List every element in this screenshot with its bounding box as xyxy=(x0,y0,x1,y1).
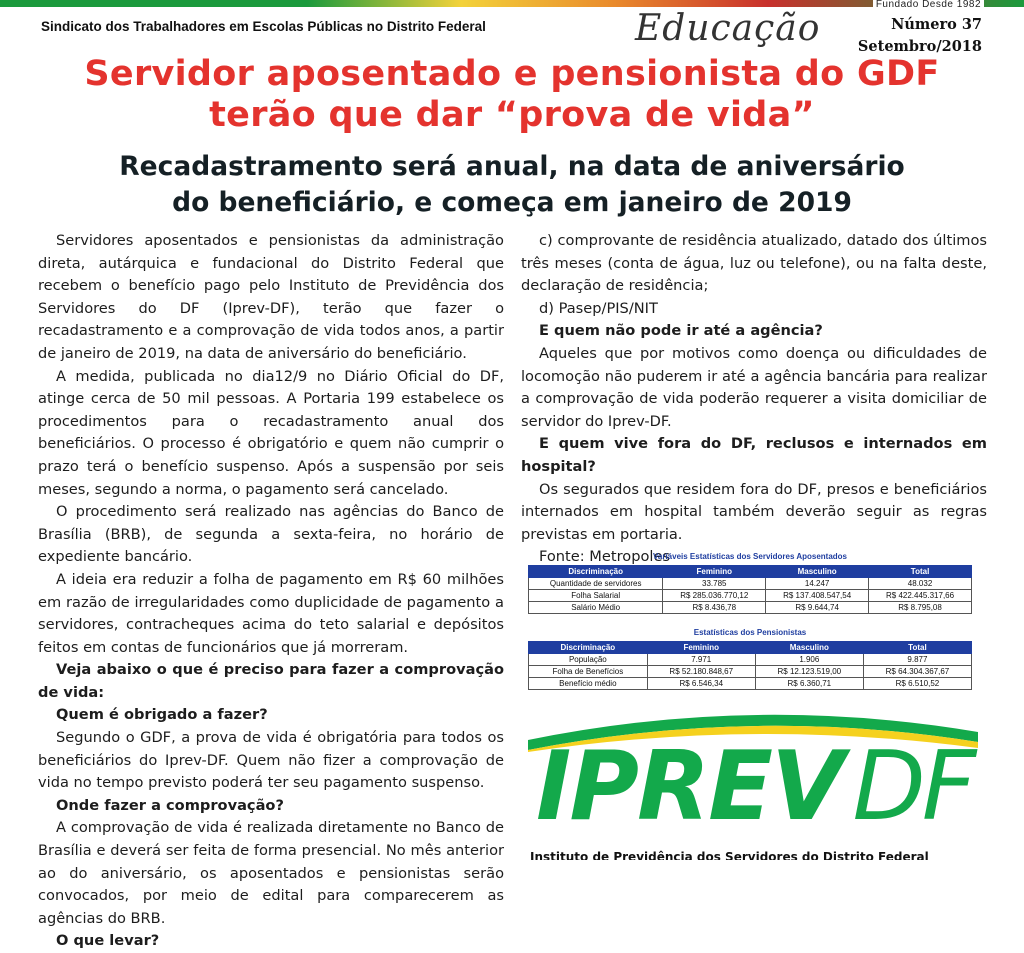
table-header: Discriminação xyxy=(529,642,648,654)
section-heading: Quem é obrigado a fazer? xyxy=(56,706,268,724)
table-cell: R$ 52.180.848,67 xyxy=(647,666,755,678)
paragraph: Aqueles que por motivos como doença ou dificuldades de locomoção não puderem ir até a agência bancária para realizar a comprovação de vida poderão requerer a visita domiciliar de servidor do Iprev-DF. xyxy=(521,344,987,430)
table-cell: R$ 64.304.367,67 xyxy=(863,666,971,678)
issue-info xyxy=(858,14,982,58)
list-item: c) comprovante de residência atualizado, datado dos últimos três meses (conta de água, luz ou telefone), ou na falta deste, declaração de residência; xyxy=(521,232,987,295)
article-left-column xyxy=(38,230,504,953)
subheadline xyxy=(40,149,984,221)
headline-line-1: Servidor aposentado e pensionista do GDF xyxy=(84,54,940,94)
table-header: Masculino xyxy=(755,642,863,654)
table-title: Variáveis Estatísticas dos Servidores Aposentados xyxy=(652,552,847,561)
table-cell: R$ 6.360,71 xyxy=(755,678,863,690)
logo-word: IPREV xyxy=(536,732,843,842)
table-header: Feminino xyxy=(663,566,766,578)
source-credit: Fonte: Metropoles xyxy=(539,548,671,566)
table-cell: 33.785 xyxy=(663,578,766,590)
union-name: Sindicato dos Trabalhadores em Escolas Públicas no Distrito Federal xyxy=(41,19,486,34)
issue-date: Setembro/2018 xyxy=(857,38,982,55)
logo-wordmark xyxy=(536,732,973,842)
table-cell: 48.032 xyxy=(869,578,972,590)
table-cell: R$ 8.795,08 xyxy=(869,602,972,614)
paragraph: Servidores aposentados e pensionistas da administração direta, autárquica e fundacional do Distrito Federal que recebem o benefício pago pelo Instituto de Previdência dos Servidores do DF (Iprev-DF), terão que fazer o recadastramento e a comprovação de vida todos anos, a partir de janeiro de 2019, na data de aniversário do beneficiário. xyxy=(38,232,504,362)
table-row xyxy=(529,654,972,666)
paragraph: A ideia era reduzir a folha de pagamento em R$ 60 milhões em razão de irregularidades como duplicidade de pagamento a servidores, contracheques acima do teto salarial e depósitos feitos em contas de funcionários que já morreram. xyxy=(38,570,504,656)
paragraph: A medida, publicada no dia12/9 no Diário Oficial do DF, atinge cerca de 50 mil pessoas. A Portaria 199 estabelece os procedimentos para o recadastramento anual dos beneficiários. O processo é obrigatório e quem não cumprir o prazo terá o benefício suspenso. Após a suspensão por seis meses, segundo a norma, o pagamento será cancelado. xyxy=(38,367,504,498)
table-header: Discriminação xyxy=(529,566,663,578)
article-right-column xyxy=(521,230,987,569)
retirees-table xyxy=(528,565,972,614)
subhead-line-1: Recadastramento será anual, na data de aniversário xyxy=(119,151,905,182)
table-cell: 9.877 xyxy=(863,654,971,666)
table-row xyxy=(529,666,972,678)
section-heading: O que levar? xyxy=(56,932,160,950)
section-heading: Onde fazer a comprovação? xyxy=(56,796,284,814)
founded-label: Fundado Desde 1982 xyxy=(873,0,984,9)
table-cell: Salário Médio xyxy=(529,602,663,614)
table-cell: 1.906 xyxy=(755,654,863,666)
pensioners-table xyxy=(528,641,972,690)
table-cell: Folha de Benefícios xyxy=(529,666,648,678)
table-cell: R$ 9.644,74 xyxy=(766,602,869,614)
paragraph: Os segurados que residem fora do DF, presos e beneficiários internados em hospital também deverão seguir as regras previstas em portaria. xyxy=(521,480,987,543)
table-header: Masculino xyxy=(766,566,869,578)
table-cell: R$ 8.436,78 xyxy=(663,602,766,614)
table-cell: 7.971 xyxy=(647,654,755,666)
table-cell: Folha Salarial xyxy=(529,590,663,602)
table-header-row xyxy=(529,642,972,654)
paragraph: O procedimento será realizado nas agências do Banco de Brasília (BRB), de segunda a sexta-feira, no horário de expediente bancário. xyxy=(38,503,504,566)
section-heading: E quem não pode ir até a agência? xyxy=(539,322,823,340)
table-cell: 14.247 xyxy=(766,578,869,590)
table-header: Total xyxy=(863,642,971,654)
logo-suffix: DF xyxy=(852,732,973,842)
table-cell: R$ 137.408.547,54 xyxy=(766,590,869,602)
section-heading: E quem vive fora do DF, reclusos e internados em hospital? xyxy=(521,435,987,475)
institute-name: Instituto de Previdência dos Servidores do Distrito Federal xyxy=(530,850,929,860)
table-title: Estatísticas dos Pensionistas xyxy=(693,628,807,637)
table-cell: R$ 12.123.519,00 xyxy=(755,666,863,678)
table-row xyxy=(529,578,972,590)
statistics-tables xyxy=(528,552,972,690)
table-row xyxy=(529,678,972,690)
headline-line-2: terão que dar “prova de vida” xyxy=(209,95,815,135)
section-heading: Veja abaixo o que é preciso para fazer a comprovação de vida: xyxy=(38,661,504,701)
table-header-row xyxy=(529,566,972,578)
iprev-df-logo xyxy=(528,712,978,860)
paragraph: Segundo o GDF, a prova de vida é obrigatória para todos os beneficiários do Iprev-DF. Quem não fizer a comprovação de vida no tempo previsto poderá ter seu pagamento suspenso. xyxy=(38,729,504,792)
table-cell: R$ 422.445.317,66 xyxy=(869,590,972,602)
top-color-strip xyxy=(0,0,1024,7)
table-cell: R$ 285.036.770,12 xyxy=(663,590,766,602)
table-row xyxy=(529,602,972,614)
subhead-line-2: do beneficiário, e começa em janeiro de 2019 xyxy=(172,187,852,218)
table-row xyxy=(529,590,972,602)
table-cell: R$ 6.546,34 xyxy=(647,678,755,690)
headline xyxy=(40,54,984,136)
table-header: Total xyxy=(869,566,972,578)
table-header: Feminino xyxy=(647,642,755,654)
table-cell: Benefício médio xyxy=(529,678,648,690)
list-item: d) Pasep/PIS/NIT xyxy=(539,299,658,317)
table-cell: População xyxy=(529,654,648,666)
table-cell: R$ 6.510,52 xyxy=(863,678,971,690)
table-cell: Quantidade de servidores xyxy=(529,578,663,590)
issue-number: Número 37 xyxy=(891,16,982,33)
paragraph: A comprovação de vida é realizada diretamente no Banco de Brasília e deverá ser feita de forma presencial. No mês anterior ao do aniversário, os aposentados e pensionistas serão convocados, por meio de edital para comparecerem as agências do BRB. xyxy=(38,819,504,927)
publication-name: Educação xyxy=(635,8,821,49)
